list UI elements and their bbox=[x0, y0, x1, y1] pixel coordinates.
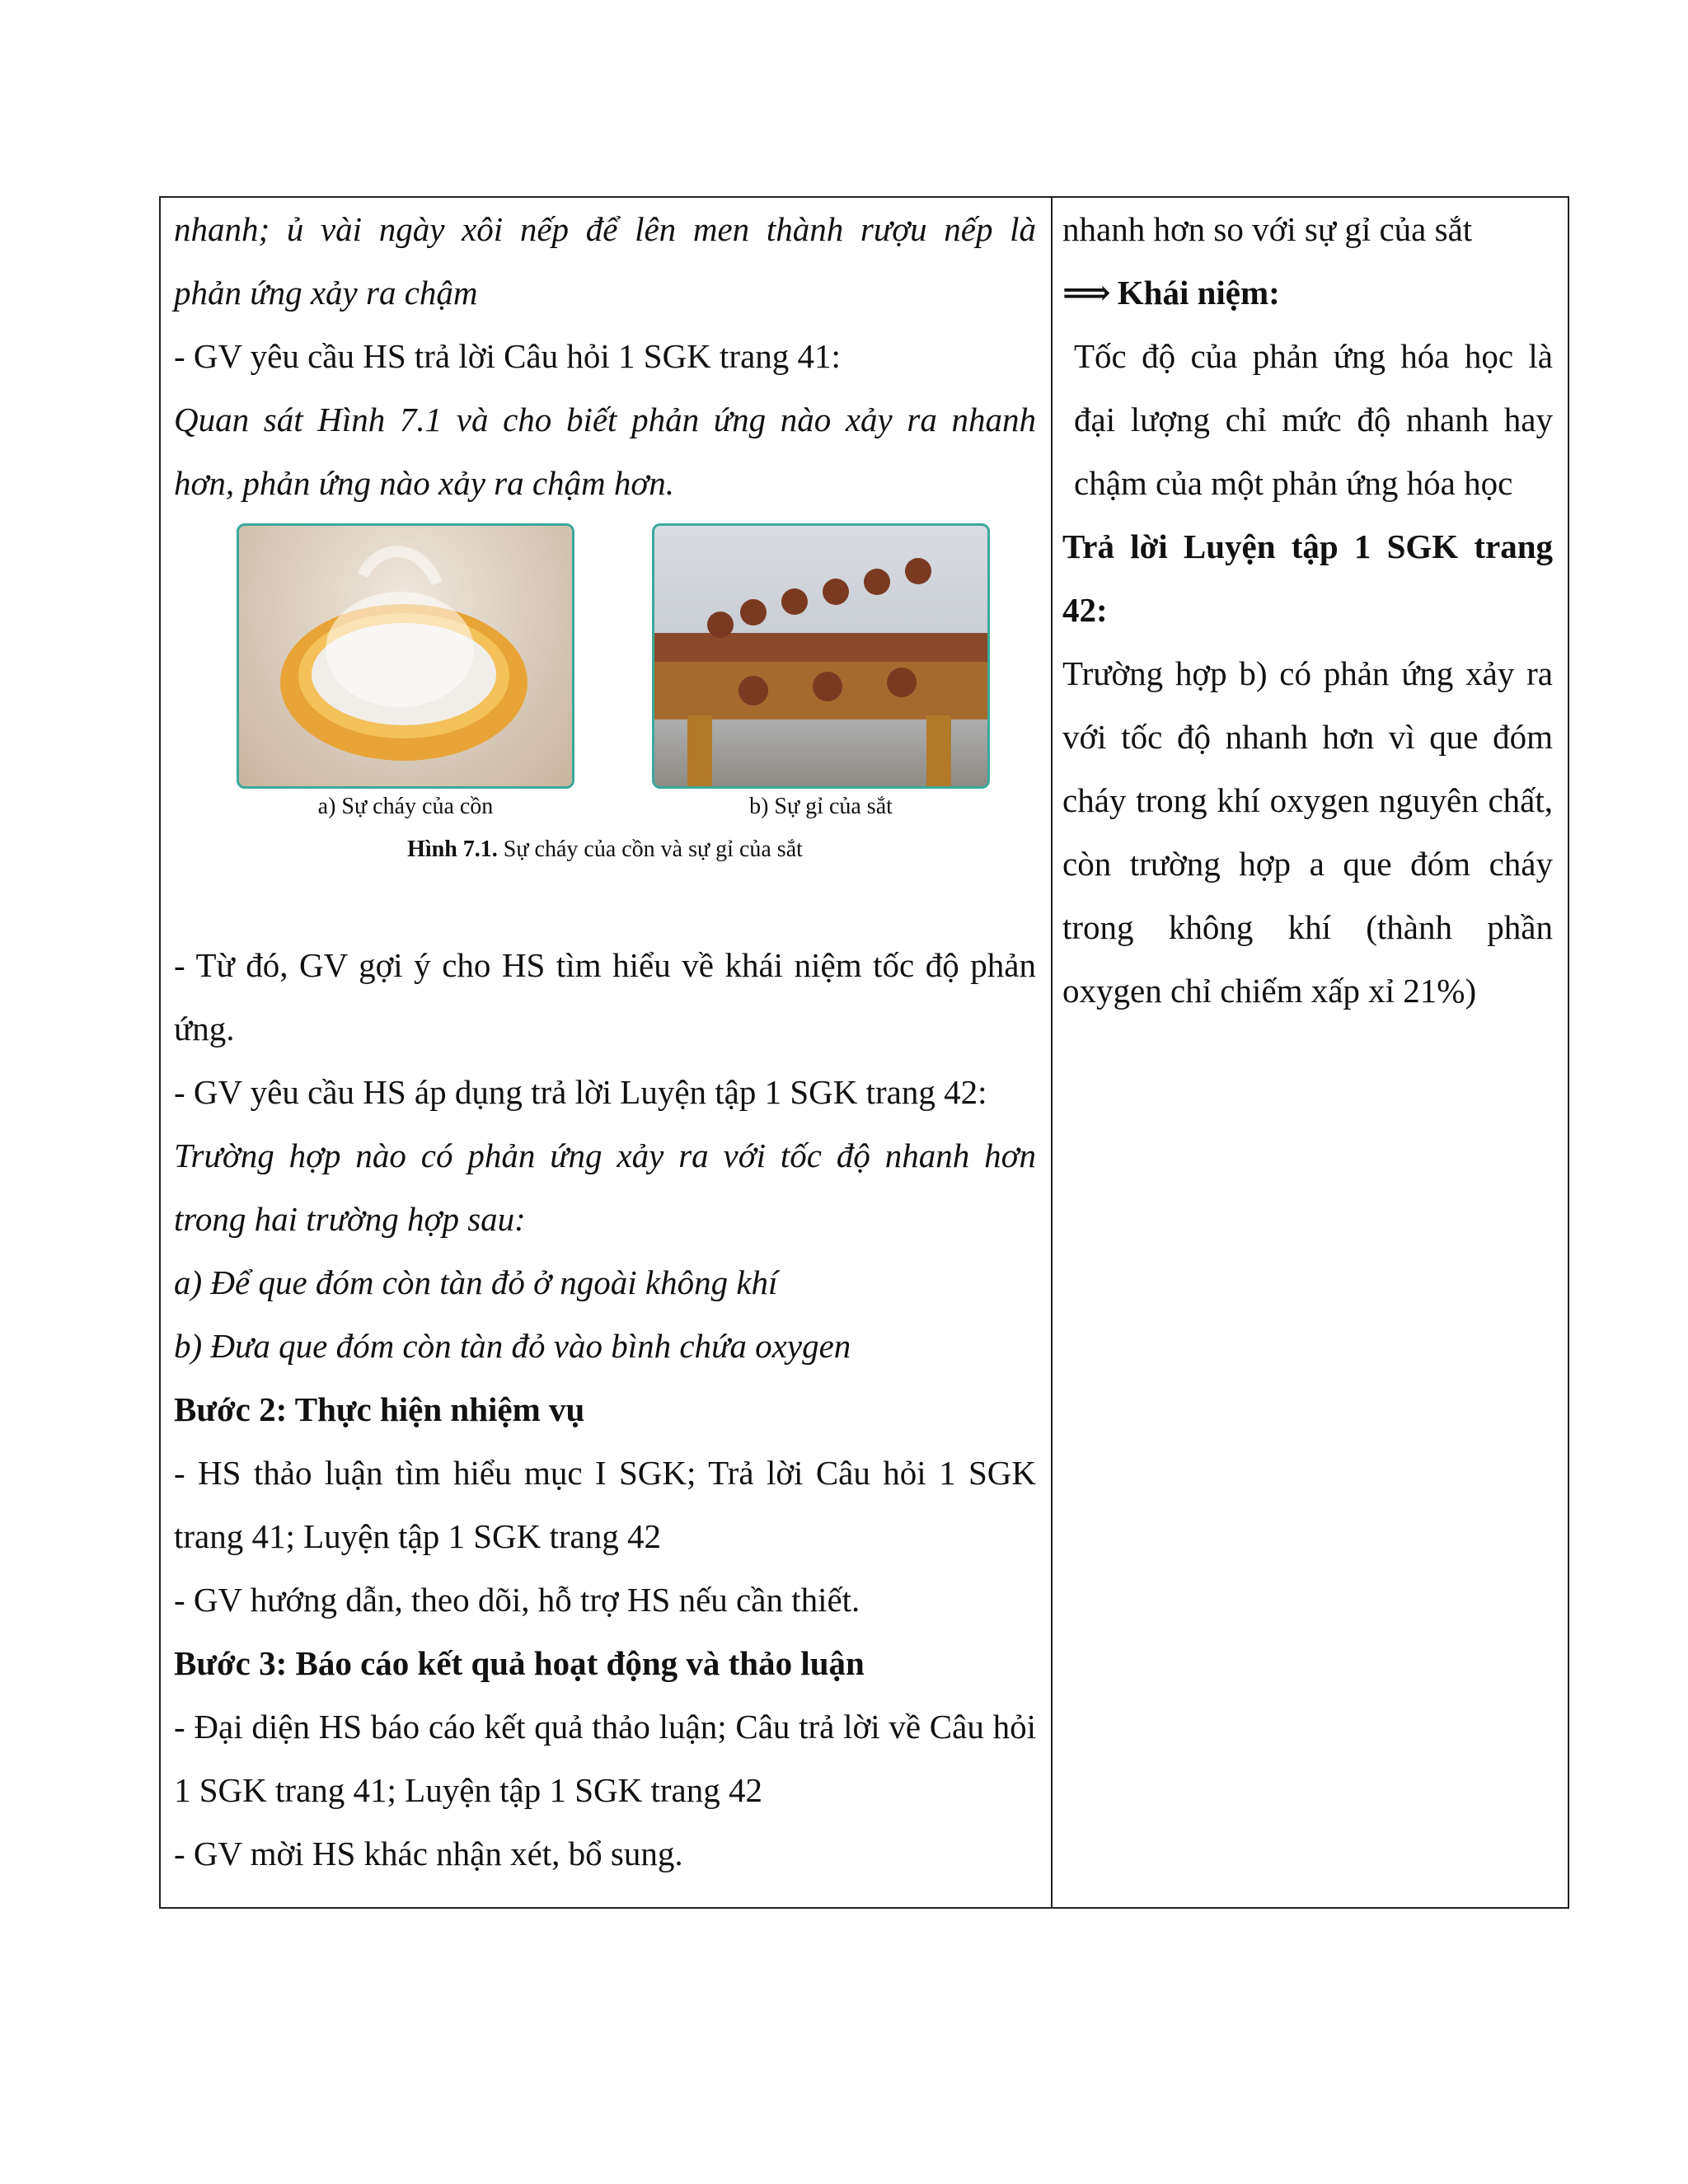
concept-label: Khái niệm: bbox=[1117, 274, 1280, 312]
question-text: Quan sát Hình 7.1 và cho biết phản ứng nào xảy ra nhanh bbox=[174, 401, 1036, 438]
content-table bbox=[159, 196, 1569, 1909]
exercise-option-a: a) Để que đóm còn tàn đỏ ở ngoài không khí bbox=[174, 1263, 778, 1301]
text-line: phản ứng xảy ra chậm bbox=[174, 274, 478, 312]
question-text: hơn, phản ứng nào xảy ra chậm hơn. bbox=[174, 464, 675, 502]
implies-arrow-icon: ⟹ bbox=[1062, 274, 1109, 312]
paragraph: - Đại diện HS báo cáo kết quả thảo luận; Câu trả lời về Câu hỏi 1 SGK trang 41; Luyện tập 1 SGK trang 42 bbox=[174, 1708, 1036, 1809]
text-line: nhanh; ủ vài ngày xôi nếp để lên men thành rượu nếp là bbox=[174, 210, 1036, 248]
alcohol-burning-image bbox=[237, 523, 574, 789]
answer-text: Trường hợp b) có phản ứng xảy ra với tốc độ nhanh hơn vì que đóm cháy trong khí oxygen nguyên chất, còn trường hợp a que đóm cháy trong không khí (thành phần oxygen chỉ chiếm xấp xỉ 21%) bbox=[1062, 654, 1553, 1010]
paragraph: - HS thảo luận tìm hiểu mục I SGK; Trả lời Câu hỏi 1 SGK trang 41; Luyện tập 1 SGK trang 42 bbox=[174, 1454, 1036, 1555]
figure-title bbox=[174, 837, 1036, 863]
exercise-question: Trường hợp nào có phản ứng xảy ra với tốc độ nhanh hơn trong hai trường hợp sau: bbox=[174, 1137, 1036, 1238]
paragraph: - Từ đó, GV gợi ý cho HS tìm hiểu về khái niệm tốc độ phản ứng. bbox=[174, 946, 1036, 1047]
figure-title-text: Sự cháy của cồn và sự gỉ của sắt bbox=[497, 837, 803, 862]
paragraph: - GV hướng dẫn, theo dõi, hỗ trợ HS nếu cần thiết. bbox=[174, 1581, 860, 1619]
rusted-iron-image bbox=[652, 523, 990, 789]
paragraph: - GV yêu cầu HS áp dụng trả lời Luyện tập 1 SGK trang 42: bbox=[174, 1073, 987, 1111]
paragraph: - GV mời HS khác nhận xét, bổ sung. bbox=[174, 1835, 683, 1872]
figure-7-1 bbox=[174, 515, 1036, 934]
step-3-heading: Bước 3: Báo cáo kết quả hoạt động và thảo luận bbox=[174, 1644, 865, 1682]
step-2-heading: Bước 2: Thực hiện nhiệm vụ bbox=[174, 1390, 585, 1428]
left-column bbox=[161, 198, 1053, 1907]
figure-caption-b: b) Sự gỉ của sắt bbox=[749, 794, 893, 819]
answer-heading: Trả lời Luyện tập 1 SGK trang 42: bbox=[1062, 527, 1553, 629]
text-line: nhanh hơn so với sự gỉ của sắt bbox=[1062, 210, 1473, 248]
concept-heading bbox=[1062, 261, 1553, 325]
figure-caption-a: a) Sự cháy của cồn bbox=[317, 794, 494, 819]
concept-definition: Tốc độ của phản ứng hóa học là đại lượng chỉ mức độ nhanh hay chậm của một phản ứng hóa học bbox=[1074, 337, 1553, 502]
exercise-option-b: b) Đưa que đóm còn tàn đỏ vào bình chứa oxygen bbox=[174, 1327, 851, 1365]
figure-title-number: Hình 7.1. bbox=[407, 837, 498, 862]
right-column bbox=[1053, 198, 1568, 1907]
text-line: - GV yêu cầu HS trả lời Câu hỏi 1 SGK trang 41: bbox=[174, 337, 841, 375]
